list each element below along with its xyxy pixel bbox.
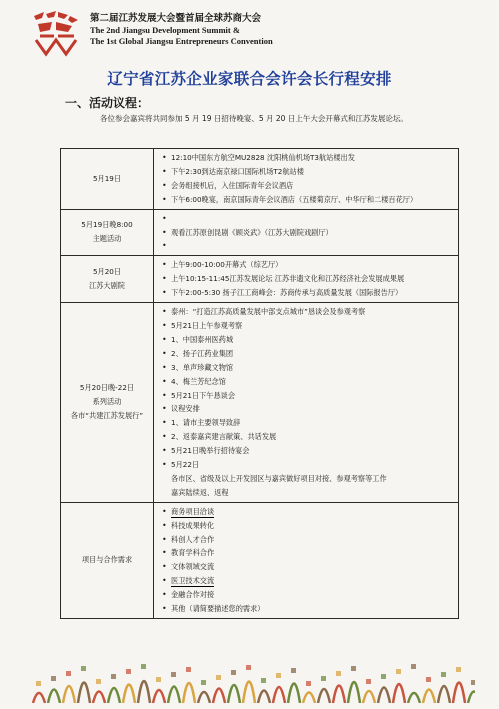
schedule-item	[160, 416, 454, 430]
decorative-arc	[288, 684, 300, 704]
schedule-date-line: 5月19日	[92, 173, 122, 183]
schedule-item-text: 科创人才合作	[171, 534, 215, 544]
decorative-arc	[333, 686, 345, 704]
schedule-item	[160, 165, 454, 179]
schedule-item	[160, 519, 454, 533]
schedule-item	[160, 361, 454, 375]
schedule-item-text: 2、返泰嘉宾建言献策、共话发展	[171, 432, 277, 442]
decorative-dot	[246, 665, 251, 670]
schedule-item	[160, 472, 454, 486]
event-title-en-line1: The 2nd Jiangsu Development Summit &	[90, 25, 240, 35]
schedule-item-text: 1、请市主要领导致辞	[171, 418, 241, 428]
schedule-row	[61, 303, 459, 503]
schedule-item-text: 1、中国泰州医药城	[171, 334, 234, 344]
schedule-item-text: 议程安排	[171, 404, 200, 414]
decorative-arc	[453, 683, 465, 704]
schedule-date-line: 5月20日晚-22日	[79, 383, 135, 393]
decorative-footer-pattern	[25, 641, 475, 703]
schedule-item-text	[171, 241, 173, 250]
schedule-row	[61, 256, 459, 303]
decorative-arc	[468, 692, 475, 704]
schedule-item	[160, 389, 454, 403]
schedule-date-cell	[61, 209, 154, 256]
summit-logo	[30, 10, 82, 58]
schedule-item	[160, 239, 454, 253]
schedule-detail-cell	[154, 256, 459, 303]
decorative-dot	[216, 675, 221, 680]
schedule-item-text: 会务组接机后，入住国际青年会议酒店	[171, 180, 294, 190]
schedule-item	[160, 347, 454, 361]
schedule-date-line: 各市“共建江苏发展行”	[70, 411, 144, 421]
schedule-detail-cell	[154, 502, 459, 618]
decorative-arc	[438, 686, 450, 703]
schedule-date-line: 主题活动	[92, 234, 122, 244]
schedule-item-text: 4、梅兰芳纪念馆	[171, 376, 226, 386]
schedule-date-line: 江苏大剧院	[89, 281, 125, 291]
schedule-item	[160, 402, 454, 416]
schedule-date-cell	[61, 502, 154, 618]
schedule-item	[160, 333, 454, 347]
decorative-dot	[186, 667, 191, 672]
decorative-arc	[258, 691, 270, 704]
schedule-item	[160, 486, 454, 500]
decorative-arc	[348, 682, 360, 703]
schedule-item-text: 医卫技术交流	[171, 576, 215, 586]
schedule-row	[61, 502, 459, 618]
schedule-item	[160, 305, 454, 319]
decorative-arc	[168, 687, 180, 704]
schedule-item	[160, 546, 454, 560]
decorative-arc	[108, 688, 120, 703]
schedule-item-text: 观看江苏原创昆剧《顾炎武》（江苏大剧院戏剧厅）	[171, 227, 333, 237]
decorative-dot	[381, 674, 386, 679]
schedule-date-line: 5月19日晚8:00	[81, 220, 133, 230]
schedule-item-text: 下午2:00-5:30 扬子江工商峰会：苏商传承与高质量发展（国际报告厅）	[171, 288, 403, 298]
schedule-item-text: 科技成果转化	[171, 520, 215, 530]
schedule-date-cell	[61, 303, 154, 503]
decorative-arc	[183, 683, 195, 703]
decorative-dot	[471, 680, 475, 685]
schedule-item-text: 5月21日晚举行招待宴会	[171, 446, 250, 456]
decorative-arc	[243, 682, 255, 704]
schedule-item	[160, 286, 454, 300]
event-header	[90, 12, 490, 47]
schedule-item	[160, 193, 454, 207]
schedule-item	[160, 319, 454, 333]
schedule-item	[160, 226, 454, 240]
decorative-arc	[318, 689, 330, 703]
schedule-item-text: 上午9:00-10:00开幕式（综艺厅）	[171, 260, 283, 270]
schedule-item-text: 5月22日	[171, 460, 200, 470]
decorative-arc	[378, 688, 390, 704]
schedule-item-text: 3、单声珍藏文物馆	[171, 362, 234, 372]
decorative-arc	[228, 685, 240, 703]
decorative-arc	[48, 690, 60, 704]
schedule-item-text: 金融合作对接	[171, 590, 215, 600]
decorative-dot	[261, 678, 266, 683]
schedule-item-text: 其他（请简要描述您的需求）	[171, 604, 265, 614]
decorative-arc	[153, 690, 165, 703]
decorative-dot	[456, 667, 461, 672]
schedule-detail-cell	[154, 303, 459, 503]
decorative-arc	[393, 684, 405, 703]
decorative-dot	[291, 668, 296, 673]
decorative-dot	[231, 670, 236, 675]
schedule-item-text: 下午2:30到达南京禄口国际机场T2航站楼	[171, 166, 304, 176]
schedule-item-text	[171, 214, 173, 223]
decorative-dot	[96, 679, 101, 684]
decorative-dot	[441, 672, 446, 677]
schedule-item-text: 5月21日上午参观考察	[171, 320, 243, 330]
decorative-arc	[93, 692, 105, 704]
decorative-dot	[351, 666, 356, 671]
schedule-item-text: 各市区、省级及以上开发园区与嘉宾做好项目对接、参观考察等工作	[171, 473, 387, 483]
decorative-arc	[408, 693, 420, 703]
schedule-item-text: 嘉宾陆续返、返程	[171, 487, 229, 497]
schedule-item	[160, 574, 454, 588]
decorative-dot	[336, 671, 341, 676]
schedule-date-line: 系列活动	[92, 397, 122, 407]
schedule-item-text: 文体领域交流	[171, 562, 215, 572]
schedule-item-text: 5月21日下午恳谈会	[171, 390, 236, 400]
schedule-item-text: 泰州：“打造江苏高质量发展中部支点城市”恳谈会及参观考察	[171, 307, 366, 317]
schedule-item	[160, 533, 454, 547]
schedule-date-line: 5月20日	[92, 267, 122, 277]
schedule-row	[61, 149, 459, 210]
schedule-item	[160, 602, 454, 616]
schedule-date-cell	[61, 149, 154, 210]
schedule-table	[60, 148, 459, 619]
decorative-dot	[156, 677, 161, 682]
decorative-arc	[33, 693, 45, 703]
schedule-item	[160, 151, 454, 165]
schedule-item-text: 2、扬子江药业集团	[171, 348, 234, 358]
decorative-arc	[303, 693, 315, 704]
schedule-row	[61, 209, 459, 256]
decorative-dot	[321, 676, 326, 681]
schedule-item-text: 教育学科合作	[171, 548, 215, 558]
decorative-dot	[276, 673, 281, 678]
schedule-item	[160, 588, 454, 602]
event-title-cn: 第二届江苏发展大会暨首届全球苏商大会	[90, 13, 262, 24]
decorative-dot	[171, 672, 176, 677]
schedule-date-line: 项目与合作需求	[81, 555, 133, 565]
document-title: 辽宁省江苏企业家联合会许会长行程安排	[107, 70, 392, 88]
schedule-item	[160, 179, 454, 193]
decorative-dot	[306, 681, 311, 686]
event-title-en-line2: The 1st Global Jiangsu Entrepreneurs Convention	[90, 36, 273, 46]
decorative-arc	[78, 683, 90, 704]
decorative-dot	[141, 664, 146, 669]
decorative-arc	[123, 685, 135, 704]
schedule-item	[160, 272, 454, 286]
schedule-item-text: 商务项目洽谈	[171, 506, 215, 516]
schedule-item	[160, 212, 454, 226]
decorative-dot	[411, 664, 416, 669]
decorative-arc	[423, 690, 435, 704]
decorative-arc	[138, 681, 150, 703]
schedule-detail-cell	[154, 209, 459, 256]
schedule-item	[160, 444, 454, 458]
section-heading: 一、活动议程：	[65, 96, 150, 110]
decorative-dot	[111, 674, 116, 679]
decorative-dot	[36, 681, 41, 686]
decorative-arc	[273, 687, 285, 703]
schedule-item-text: 上午10:15-11:45江苏发展论坛 江苏非遗文化和江苏经济社会发展成果展	[171, 274, 405, 284]
intro-paragraph: 各位参会嘉宾将共同参加 5 月 19 日招待晚宴、5 月 20 日上午大会开幕式和江苏发展论坛。	[100, 114, 408, 123]
schedule-item	[160, 560, 454, 574]
decorative-dot	[396, 669, 401, 674]
schedule-item	[160, 258, 454, 272]
schedule-item-text: 12:10中国东方航空MU2828 沈阳桃仙机场T3航站楼出发	[171, 153, 355, 162]
decorative-dot	[201, 680, 206, 685]
schedule-item	[160, 505, 454, 519]
decorative-arc	[198, 692, 210, 703]
schedule-item	[160, 458, 454, 472]
decorative-dot	[126, 669, 131, 674]
decorative-dot	[66, 671, 71, 676]
schedule-item	[160, 375, 454, 389]
decorative-dot	[51, 676, 56, 681]
decorative-arc	[213, 689, 225, 704]
schedule-item-text: 下午6:00晚宴，南京国际青年会议酒店（五楼菊京厅、中华厅和二楼百花厅）	[171, 194, 418, 204]
decorative-dot	[426, 677, 431, 682]
decorative-arc	[363, 691, 375, 703]
schedule-item	[160, 430, 454, 444]
schedule-date-cell	[61, 256, 154, 303]
schedule-detail-cell	[154, 149, 459, 210]
decorative-dot	[366, 679, 371, 684]
decorative-arc	[63, 686, 75, 703]
decorative-dot	[81, 666, 86, 671]
